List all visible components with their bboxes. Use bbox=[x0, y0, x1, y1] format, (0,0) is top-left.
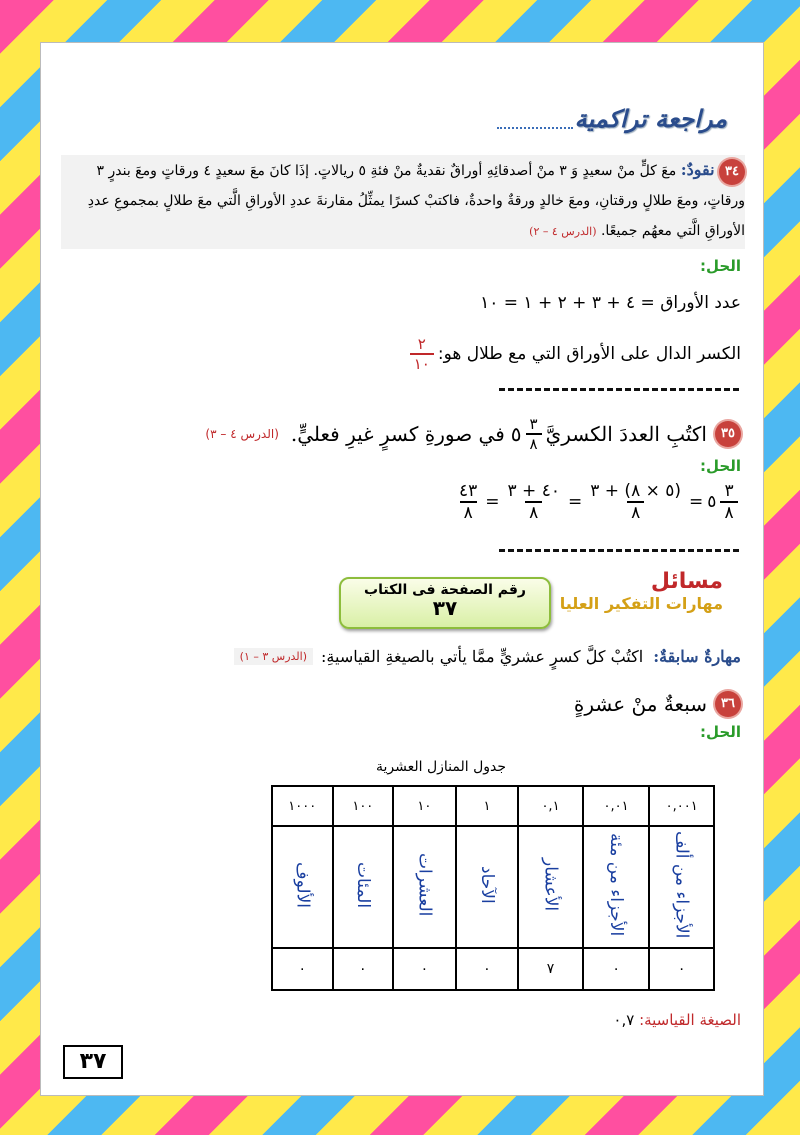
table-header-cell: ١٠ bbox=[393, 786, 456, 826]
question-label: نقودٌ: bbox=[680, 160, 715, 179]
table-header-cell: ٠,١ bbox=[518, 786, 583, 826]
term-denominator: ٨ bbox=[460, 501, 477, 523]
prior-skill-label: مهارةٌ سابقةٌ: bbox=[653, 647, 741, 666]
prior-skill bbox=[71, 647, 741, 666]
table-value-row bbox=[272, 948, 714, 990]
question-number-badge: ٣٤ bbox=[719, 159, 745, 185]
table-header-cell: ١٠٠ bbox=[333, 786, 394, 826]
question-number-badge: ٣٥ bbox=[715, 421, 741, 447]
fraction-denominator: ٨ bbox=[526, 433, 542, 453]
book-page-label: رقم الصفحة فى الكتاب bbox=[364, 582, 526, 598]
question-text: سبعةٌ منْ عشرةٍ bbox=[573, 692, 707, 716]
divider bbox=[499, 549, 739, 552]
table-value-cell: ٠ bbox=[272, 948, 333, 990]
equation-term-3 bbox=[504, 481, 564, 523]
term-numerator: (٥ × ٨) + ٣ bbox=[590, 481, 682, 501]
equation-term-2 bbox=[586, 481, 685, 523]
equals-sign: = bbox=[567, 492, 583, 512]
table-value-cell: ٠ bbox=[583, 948, 650, 990]
fraction-numerator: ٢ bbox=[417, 335, 426, 353]
term-denominator: ٨ bbox=[720, 501, 737, 523]
term-numerator: ٤٠ + ٣ bbox=[507, 481, 560, 501]
table-value-cell: ٠ bbox=[333, 948, 394, 990]
solution-line-2 bbox=[406, 335, 741, 373]
question-35 bbox=[61, 415, 741, 453]
standard-form-label: الصيغة القياسية: bbox=[639, 1011, 741, 1029]
place-name: العشرات bbox=[414, 853, 435, 917]
mixed-fraction-part bbox=[526, 415, 542, 453]
equals-sign: = bbox=[689, 492, 704, 512]
place-name: المئات bbox=[352, 861, 373, 909]
solution-label: الحل: bbox=[700, 723, 741, 741]
table-header-cell: ١٠٠٠ bbox=[272, 786, 333, 826]
problems-title: مسائل bbox=[650, 569, 723, 594]
equation-term-4 bbox=[455, 481, 481, 523]
title-dotted-line bbox=[497, 127, 573, 129]
table-name-row bbox=[272, 826, 714, 948]
table-value-cell: ٠ bbox=[393, 948, 456, 990]
solution-line-1: عدد الأوراق = ٤ + ٣ + ٢ + ١ = ١٠ bbox=[480, 293, 741, 313]
table-value-cell: ٠ bbox=[456, 948, 519, 990]
book-page-box bbox=[339, 577, 551, 629]
equation-term-1 bbox=[720, 481, 737, 523]
fraction bbox=[410, 335, 434, 373]
lesson-reference: (الدرس ٤ – ٢) bbox=[529, 225, 597, 238]
question-text-b: في صورةِ كسرٍ غيرِ فعليٍّ. bbox=[290, 422, 505, 446]
place-name: الأعشار bbox=[540, 858, 561, 912]
solution-label: الحل: bbox=[700, 257, 741, 275]
place-name: الآحاد bbox=[476, 866, 497, 904]
place-name: الأجزاء من مئة bbox=[606, 833, 627, 937]
table-value-cell: ٠ bbox=[649, 948, 714, 990]
equals-sign: = bbox=[485, 492, 500, 512]
equation bbox=[451, 481, 742, 523]
table-header-row bbox=[272, 786, 714, 826]
question-36 bbox=[574, 691, 741, 717]
table-header-cell: ١ bbox=[456, 786, 519, 826]
standard-form bbox=[613, 1011, 741, 1029]
problems-header bbox=[560, 569, 723, 613]
section-title: مراجعة تراكمية bbox=[574, 105, 727, 133]
lesson-reference: (الدرس ٣ – ١) bbox=[234, 648, 313, 665]
table-value-cell: ٧ bbox=[518, 948, 583, 990]
table-caption: جدول المنازل العشرية bbox=[376, 759, 507, 775]
section-header bbox=[427, 105, 727, 133]
book-page-number: ٣٧ bbox=[432, 596, 458, 620]
solution-line-2-text: الكسر الدال على الأوراق التي مع طلال هو: bbox=[437, 344, 741, 364]
fraction-denominator: ١٠ bbox=[410, 353, 434, 373]
question-number-badge: ٣٦ bbox=[715, 691, 741, 717]
mixed-whole: ٥ bbox=[510, 422, 522, 446]
term-denominator: ٨ bbox=[525, 501, 542, 523]
term-denominator: ٨ bbox=[627, 501, 644, 523]
question-34 bbox=[61, 155, 745, 249]
table-header-cell: ٠,٠٠١ bbox=[649, 786, 714, 826]
page-number: ٣٧ bbox=[63, 1045, 123, 1079]
place-name: الألوف bbox=[292, 861, 313, 908]
question-text-a: اكتُبِ العددَ الكسريَّ bbox=[545, 422, 707, 446]
table-header-cell: ٠,٠١ bbox=[583, 786, 650, 826]
term-numerator: ٤٣ bbox=[459, 481, 478, 501]
divider bbox=[499, 388, 739, 391]
prior-skill-text: اكتُبْ كلَّ كسرٍ عشريٍّ ممَّا يأتي بالصيغةِ القياسيةِ: bbox=[321, 647, 644, 666]
place-name: الأجزاء من ألف bbox=[671, 831, 692, 939]
page-sheet bbox=[40, 42, 764, 1096]
place-value-table bbox=[271, 785, 715, 991]
solution-label: الحل: bbox=[700, 457, 741, 475]
term-numerator: ٣ bbox=[724, 481, 734, 501]
problems-subtitle: مهارات التفكير العليا bbox=[559, 594, 723, 613]
question-text: معَ كلٍّ منْ سعيدٍ وَ ٣ منْ أصدقائِهِ أوراقٌ نقديةٌ منْ فئةِ ٥ ريالاتٍ. إذَا كانَ معَ سعيدٍ ٤ ورقاتٍ ومعَ بندرٍ ٣ ورقاتٍ، ومعَ طلالٍ ورقتانِ، ومعَ خالدٍ ورقةٌ واحدةٌ، فاكتبْ كسرًا يمثِّلُ مقارنةَ عددِ الأوراقِ الَّتي معَ طلالٍ بمجموعِ عددِ الأوراقِ الَّتي معهُم جميعًا. bbox=[87, 163, 745, 239]
lesson-reference: (الدرس ٤ – ٣) bbox=[205, 427, 279, 441]
fraction-numerator: ٣ bbox=[529, 415, 538, 433]
mixed-whole: ٥ bbox=[707, 492, 717, 512]
standard-form-value: ٠,٧ bbox=[613, 1011, 635, 1029]
